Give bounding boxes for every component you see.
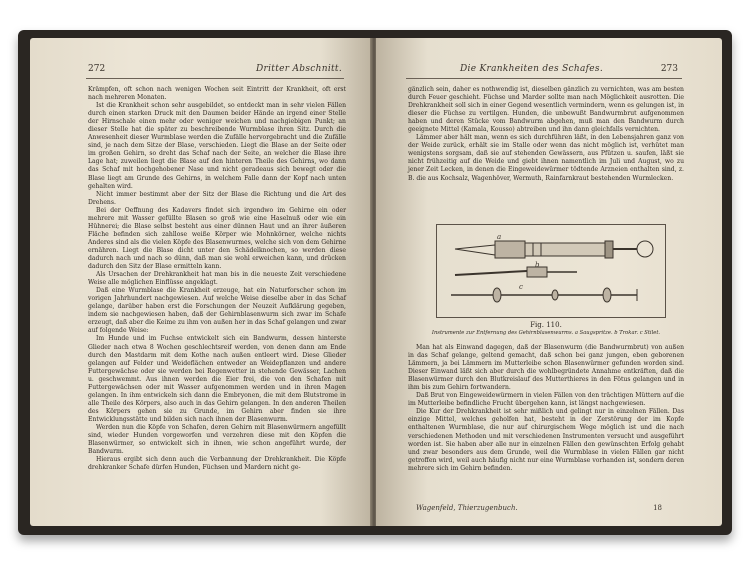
left-header-rule <box>86 78 344 79</box>
paragraph: Lämmer aber hält man, wenn es sich durchführen läßt, in den Lebensjahren ganz von der Weide zurück, erhält sie im Stalle oder wenn das nicht möglich ist, verhütet man wenigstens sorgsam, daß sie auf stehenden Gewässern, aus Pfützen u. saufen, läßt sie nicht frühzeitig auf die Weide und giebt ihnen namentlich im Juli und August, wo zu jener Zeit Lecken, in denen die Eingeweidewürmer tödtende Arzneien enthalten sind, z. B. die aus Kochsalz, Wagenhöver, Wermuth, Rainfarnkraut bestehenden Wurmlecken. <box>408 134 684 182</box>
right-running-head: Die Krankheiten des Schafes. <box>460 64 603 74</box>
figure-label-b: b <box>535 261 540 269</box>
right-page <box>376 38 722 526</box>
paragraph: Hieraus ergibt sich denn auch die Verbannung der Drehkrankheit. Die Köpfe drehkranker Schafe dürfen Hunden, Füchsen und Mardern nicht ge- <box>88 456 346 472</box>
right-page-number: 273 <box>660 64 678 74</box>
paragraph: Daß eine Wurmblase die Krankheit erzeuge, hat ein Naturforscher schon im vorigen Jahrhundert nachgewiesen. Auf welche Weise dieselbe aber in das Schaf gelange, darüber haben erst die Forschungen der Neuzeit Aufklärung gegeben, indem sie nachgewiesen haben, daß der Gehirnblasenwurm sich zwar im Schafe erzeugt, daß aber die Keime zu ihm von außen her in das Schaf gelangen und zwar auf folgende Weise: <box>88 287 346 335</box>
paragraph: Krämpfen, oft schon nach wenigen Wochen seit Eintritt der Krankheit, oft erst nach mehreren Monaten. <box>88 86 346 102</box>
paragraph: Daß Brut von Eingeweidewürmern in vielen Fällen von den trächtigen Müttern auf die im Mutterleibe befindliche Frucht übergehen kann, ist längst nachgewiesen. <box>408 392 684 408</box>
paragraph: Die Kur der Drehkrankheit ist sehr mißlich und gelingt nur in einzelnen Fällen. Das einzige Mittel, welches geholfen hat, besteht in der Zerstörung der im Kopfe enthaltenen Wurmblase, die nur auf chirurgischem Wege möglich ist und die nach verschiedenen Methoden und mit verschiedenen Instrumenten versucht und ausgeführt worden ist. Sie haben aber alle nur in einzelnen Fällen den gewünschten Erfolg gehabt und zwar besonders aus dem Grunde, weil die Wurmblase in vielen Fällen gar nicht getroffen wird, weil auch häufig nicht nur eine Wurmblase vorhanden ist, sondern deren mehrere sich im Gehirn befinden. <box>408 408 684 472</box>
right-header-rule <box>406 78 682 79</box>
paragraph: Werden nun die Köpfe von Schafen, deren Gehirn mit Blasenwürmern angefüllt sind, wieder Hunden vorgeworfen und verzehren diese mit den Köpfen die Blasenwürmer, so entwickelt sich in ihnen, wie schon angeführt wurde, der Bandwurm. <box>88 423 346 456</box>
paragraph: Man hat als Einwand dagegen, daß der Blasenwurm (die Bandwurmbrut) von außen in das Schaf gelange, geltend gemacht, daß schon bei ganz jungen, eben geborenen Lämmern, ja bei Lämmern im Mutterleibe schon Blasenwürmer gefunden worden sind. Dieser Einwand läßt sich aber durch die wohlbegründete Annahme entkräften, daß die Blasenwürmer durch den Blutkreislauf des Mutterthieres in den Fötus gelangen und in ihm bis zum Gehirn fortwandern. <box>408 344 684 392</box>
figure-label-a: a <box>497 233 502 241</box>
paragraph: Ist die Krankheit schon sehr ausgebildet, so entdeckt man in sehr vielen Fällen durch einen starken Druck mit den Daumen beider Hände an irgend einer Stelle der Hirnschale einen mehr oder weniger weichen und nachgiebigen Punkt; an dieser Stelle hat die später zu beschreibende Wurmblase ihren Sitz. Durch die Anwesenheit dieser Wurmblase werden die Zufälle hervorgebracht und die Zufälle sind, je nach dem Sitze der Blase, verschieden. Liegt die Blase an der Seite oder im großen Gehirn, so dreht das Schaf nach der Seite, an welcher die Blase ihre Lage hat; zuweilen liegt die Blase auf den hinteren Theile des Gehirns, wo dann das Schaf mit hochgehobener Nase und nicht geradeaus sich bewegt oder die Blase liegt am Grunde des Gehirns, in welchem Falle dann der Kopf nach unten gehalten wird. <box>88 102 346 190</box>
left-page <box>30 38 372 526</box>
paragraph: Bei der Oeffnung des Kadavers findet sich irgendwo im Gehirne ein oder mehrere mit Wasser gefüllte Blasen so groß wie eine Haselnuß oder wie ein Hühnerei; die Blase selbst besteht aus einer dünnen Haut und an ihrer äußeren Fläche befinden sich zahllose weiße Körper wie Mohnkörner, welche nichts Anderes sind als die vielen Köpfe des Blasenwurmes, welche sich von dem Gehirne ernähren. Liegt die Blase dicht unter den Schädelknochen, so werden diese dadurch nach und nach so dünn, daß man sie wohl erweichen kann, und drücken dadurch den Sitz der Blase ermitteln kann. <box>88 206 346 271</box>
stilet-c <box>451 288 637 302</box>
footer-sheet-number: 18 <box>653 504 662 512</box>
figure-label-c: c <box>519 283 523 291</box>
right-body-text-top <box>408 86 684 183</box>
left-page-number: 272 <box>88 64 106 74</box>
right-body-text-bottom <box>408 344 684 473</box>
paragraph: Nicht immer bestimmt aber der Sitz der Blase die Richtung und die Art des Drehens. <box>88 190 346 206</box>
paragraph: Im Hunde und im Fuchse entwickelt sich ein Bandwurm, dessen hinterste Glieder nach etwa 8 Wochen geschlechtsreif werden, von denen dann am Ende durch den Mastdarm mit dem Kothe nach außen entleert wird. Diese Glieder gelangen auf Felder und Weideflächen entweder an Weidepflanzen und andere Futtergewächse oder sie werden bei Regenwetter in stehende Gewässer, Lachen u. geschwemmt. Aus ihnen werden die Eier frei, die von den Schafen mit Futtergewächsen oder mit Wasser aufgenommen werden und in ihren Magen gelangen. In ihm entwickeln sich dann die Embryonen, die mit dem Blutstrome in alle Theile des Körpers, also auch in das Gehirn gelangen. In den anderen Theilen des Körpers gehen sie zu Grunde, im Gehirn aber finden sie ihre Entwicklungsstätte und bilden sich nach ihnen der Blasenwurm. <box>88 335 346 423</box>
open-book <box>18 30 732 535</box>
figure-legend: Instrumente zur Entfernung des Gehirnblasenwurms. a Saugspritze. b Trokar. c Stilet. <box>431 330 661 336</box>
footer-signature: Wagenfeld, Thierzugenbuch. <box>416 504 518 512</box>
syringe-a <box>455 241 653 258</box>
paragraph: gänzlich sein, daher es nothwendig ist, dieselben gänzlich zu vernichten, was am besten durch Feuer geschieht. Füchse und Marder sollte man nach Möglichkeit ausrotten. Die Drehkrankheit soll sich in einer Gegend wesentlich vermindern, wenn es gelungen ist, in dieser die Füchse zu vertilgen. Hunden, die unbewußt Bandwurmbrut aufgenommen haben und deren Stücke vom Bandwurm abgehen, muß man den Bandwurm durch geeignete Mittel (Kamala, Kousso) abtreiben und ihn dann gleichfalls vernichten. <box>408 86 684 134</box>
trocar-b <box>455 267 577 277</box>
paragraph: Als Ursachen der Drehkrankheit hat man bis in die neueste Zeit verschiedene Weise alle möglichen Einflüsse angeklagt. <box>88 271 346 287</box>
syringe-instruments-drawing <box>437 225 665 317</box>
left-body-text <box>88 86 346 472</box>
figure-title: Fig. 110. <box>530 321 562 329</box>
left-running-head: Dritter Abschnitt. <box>255 64 342 74</box>
figure-illustration <box>436 224 666 318</box>
